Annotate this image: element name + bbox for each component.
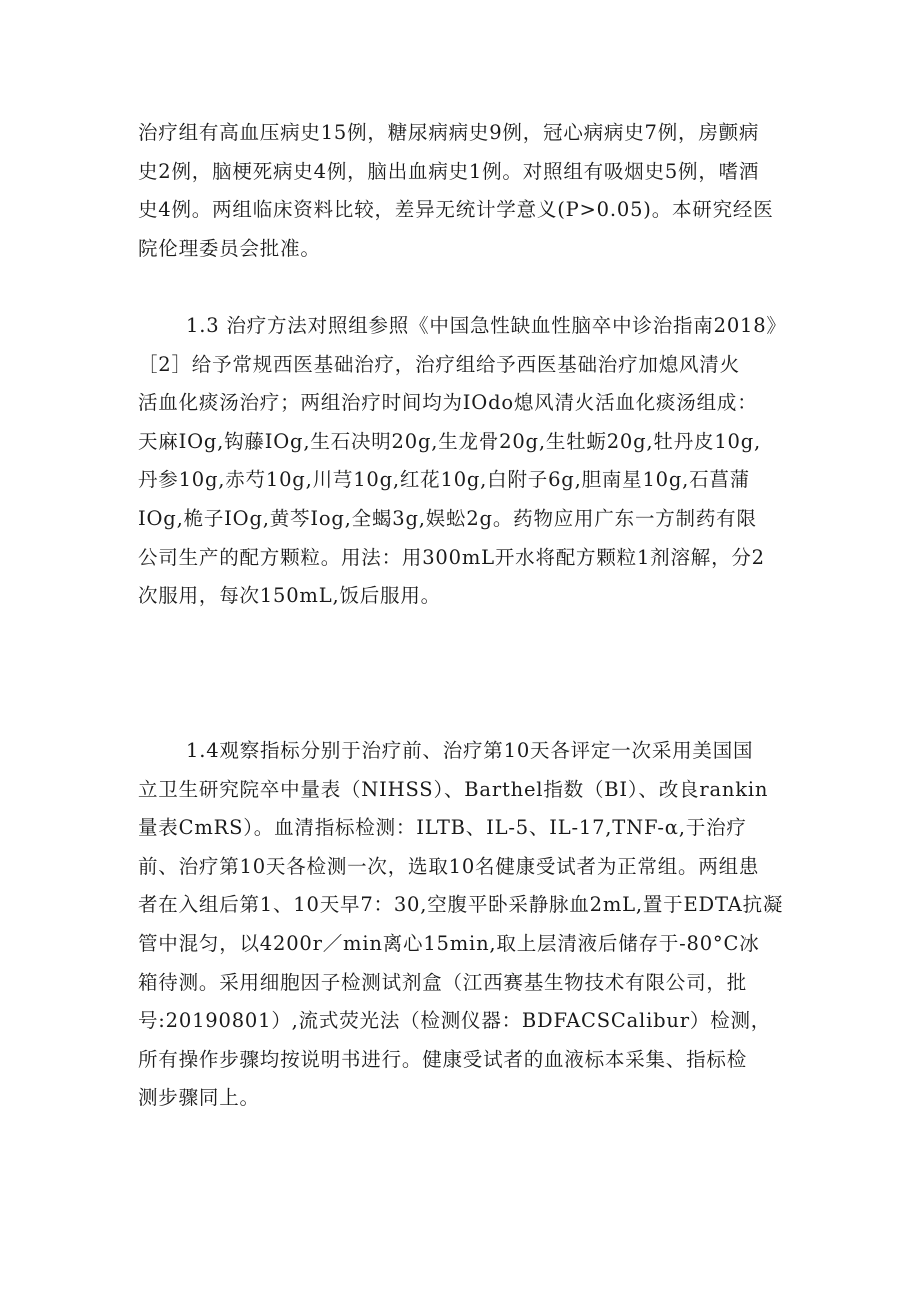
text-line: 测步骤同上。 xyxy=(138,1086,260,1110)
text-line: 者在入组后第1、10天早7：30,空腹平卧采静脉血2mL,置于EDTA抗凝 xyxy=(138,893,784,917)
text-line: 活血化痰汤治疗；两组治疗时间均为IOdo熄风清火活血化痰汤组成： xyxy=(138,391,758,415)
paragraph-treatment-method xyxy=(138,307,798,616)
text-line: 天麻IOg,钩藤IOg,生石决明20g,生龙骨20g,生牡蛎20g,牡丹皮10g, xyxy=(138,429,762,453)
text-line: 丹参10g,赤芍10g,川芎10g,红花10g,白附子6g,胆南星10g,石菖蒲 xyxy=(138,468,751,492)
text-line: 次服用，每次150mL,饭后服用。 xyxy=(138,584,441,608)
text-line: 院伦理委员会批准。 xyxy=(138,236,321,260)
text-line: 前、治疗第10天各检测一次，选取10名健康受试者为正常组。两组患 xyxy=(138,854,760,878)
text-line: 1.3 治疗方法对照组参照《中国急性缺血性脑卒中诊治指南2018》 xyxy=(186,314,787,337)
text-line: 量表CmRS）。血清指标检测：ILTB、IL-5、IL-17,TNF-α,于治疗 xyxy=(138,816,747,840)
text-line: IOg,桅子IOg,黄芩Iog,全蝎3g,娱蚣2g。药物应用广东一方制药有限 xyxy=(138,506,757,530)
text-line: 箱待测。采用细胞因子检测试剂盒（江西赛基生物技术有限公司，批 xyxy=(138,970,748,994)
text-line: 公司生产的配方颗粒。用法：用300mL开水将配方颗粒1剂溶解，分2 xyxy=(138,545,765,569)
text-line: 史4例。两组临床资料比较，差异无统计学意义(P>0.05)。本研究经医 xyxy=(138,198,774,222)
text-line: 管中混匀，以4200r／min离心15min,取上层清液后储存于-80°C冰 xyxy=(138,931,760,955)
text-line: 治疗组有高血压病史15例，糖尿病病史9例，冠心病病史7例，房颤病 xyxy=(138,121,760,144)
text-line: 号:20190801）,流式荧光法（检测仪器：BDFACSCalibur）检测， xyxy=(138,1009,772,1033)
text-line: 所有操作步骤均按说明书进行。健康受试者的血液标本采集、指标检 xyxy=(138,1047,748,1071)
text-line: 史2例，脑梗死病史4例，脑出血病史1例。对照组有吸烟史5例，嗜酒 xyxy=(138,159,760,183)
paragraph-clinical-data xyxy=(138,114,798,268)
paragraph-observation-indicators xyxy=(138,732,798,1118)
text-line: ［2］给予常规西医基础治疗，治疗组给予西医基础治疗加熄风清火 xyxy=(138,352,740,376)
text-line: 1.4观察指标分别于治疗前、治疗第10天各评定一次采用美国国 xyxy=(186,739,754,762)
text-line: 立卫生研究院卒中量表（NIHSS）、Barthel指数（BI）、改良rankin xyxy=(138,777,769,801)
